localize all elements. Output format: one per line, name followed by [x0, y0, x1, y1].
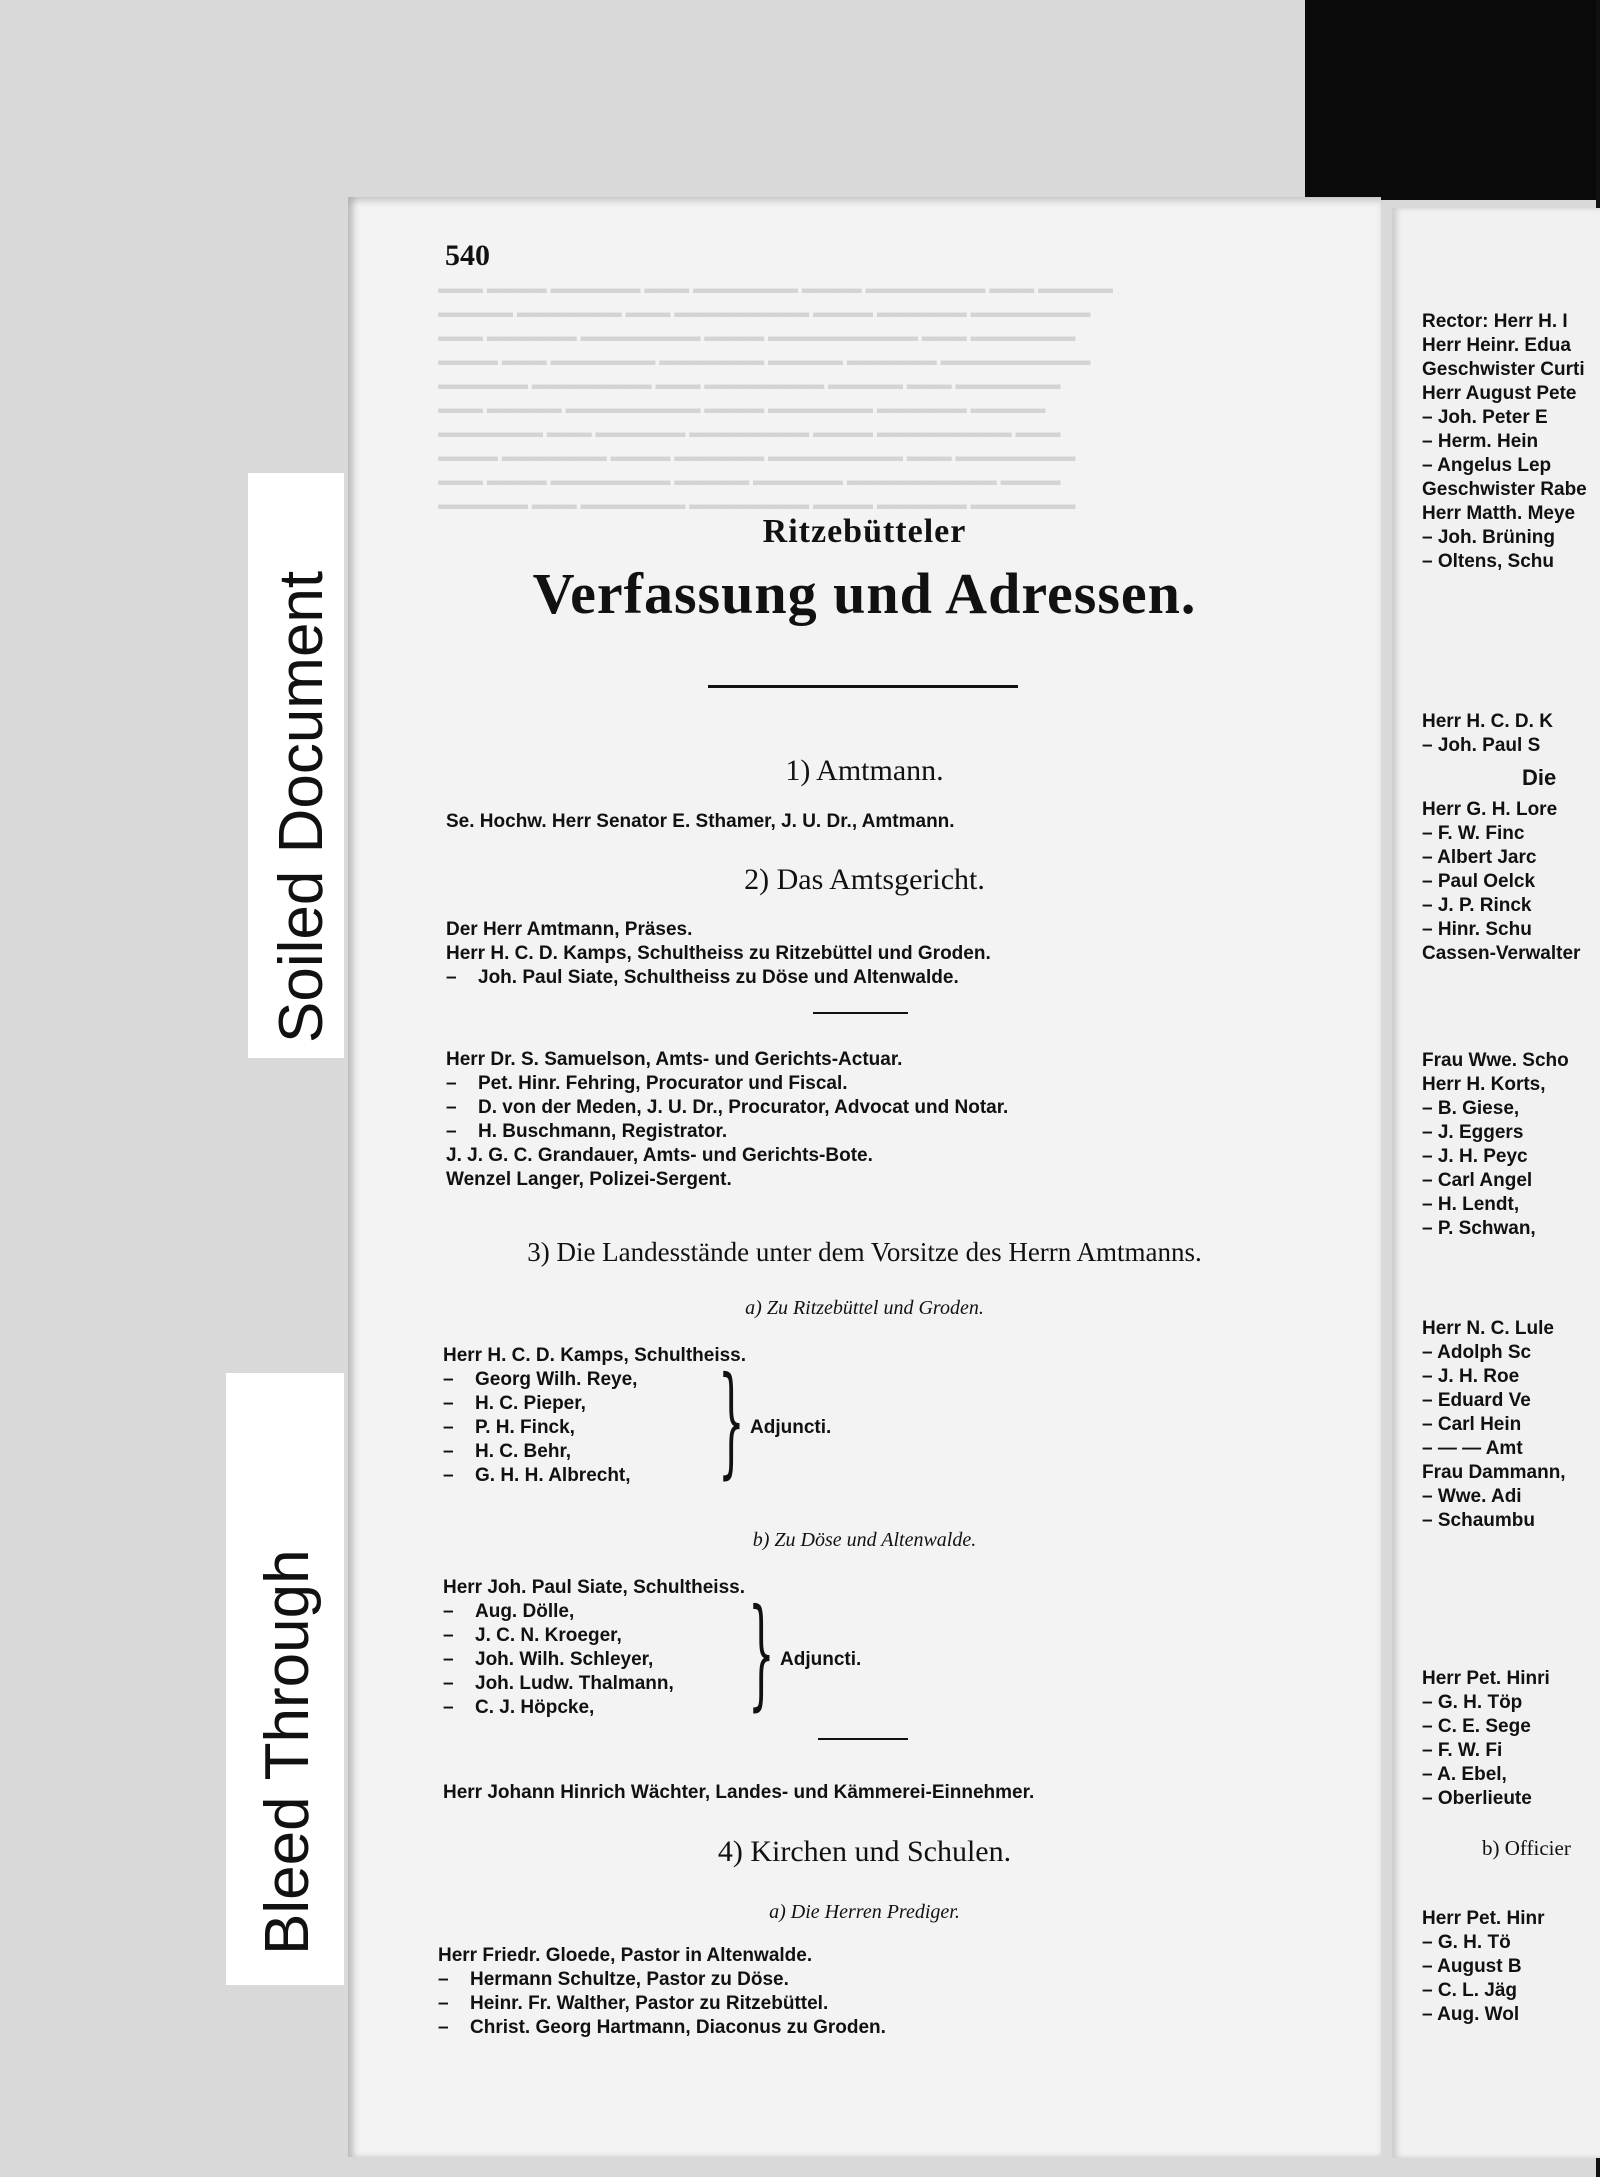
entry-text: G. H. H. Albrecht,	[475, 1465, 631, 1486]
entry-text: P. H. Finck,	[475, 1417, 575, 1438]
right-entry: – Aug. Wol	[1422, 2004, 1520, 2025]
subsection-text: a) Zu Ritzebüttel und Groden.	[745, 1297, 984, 1319]
right-entry: – Hinr. Schu	[1422, 919, 1532, 940]
right-entry: – Albert Jarc	[1422, 847, 1537, 868]
right-subheading: b) Officier	[1482, 1836, 1571, 1860]
entry-line: Herr Johann Hinrich Wächter, Landes- und Kämmerei-Einnehmer.	[443, 1782, 1035, 1803]
left-page	[348, 197, 1381, 2157]
right-entry: – Angelus Lep	[1422, 455, 1552, 476]
entry-text: D. von der Meden, J. U. Dr., Procurator, Advocat und Notar.	[478, 1097, 1009, 1118]
page-subtitle: Ritzebütteler	[762, 513, 967, 550]
right-entry: – H. Lendt,	[1422, 1194, 1520, 1215]
right-entry: – Carl Angel	[1422, 1170, 1533, 1191]
right-entry: Herr G. H. Lore	[1422, 799, 1558, 820]
right-entry: Frau Dammann,	[1422, 1462, 1566, 1483]
entry-line: – Joh. Paul Siate, Schultheiss zu Döse und Altenwalde.	[446, 967, 959, 988]
right-entry: – P. Schwan,	[1422, 1218, 1536, 1239]
entry-line: Der Herr Amtmann, Präses.	[446, 919, 693, 940]
entry-text: Heinr. Fr. Walther, Pastor zu Ritzebüttel.	[470, 1993, 829, 2014]
right-entry: – Schaumbu	[1422, 1510, 1535, 1531]
right-entry: – Oltens, Schu	[1422, 551, 1554, 572]
brace-icon: }	[748, 1584, 775, 1723]
right-entry: – — — Amt	[1422, 1438, 1523, 1459]
entry-line: – Pet. Hinr. Fehring, Procurator und Fiscal.	[446, 1073, 848, 1094]
entry-line: Wenzel Langer, Polizei-Sergent.	[446, 1169, 732, 1190]
soiled-document-text: Soiled Document	[267, 570, 336, 1043]
entry-line: – G. H. H. Albrecht,	[443, 1465, 631, 1486]
entry-line: Herr Joh. Paul Siate, Schultheiss.	[443, 1577, 745, 1598]
entry-line: – P. H. Finck,	[443, 1417, 575, 1438]
adjuncti-label: Adjuncti.	[750, 1417, 832, 1438]
right-entry: – C. L. Jäg	[1422, 1980, 1518, 2001]
right-entry: – J. Eggers	[1422, 1122, 1524, 1143]
right-entry: – F. W. Fi	[1422, 1740, 1503, 1761]
right-entry: – Joh. Peter E	[1422, 407, 1548, 428]
right-entry: – August B	[1422, 1956, 1522, 1977]
section-heading: 3) Die Landesstände unter dem Vorsitze des Herrn Amtmanns.	[527, 1237, 1202, 1267]
right-entry: Herr Matth. Meye	[1422, 503, 1576, 524]
entry-line: Herr H. C. D. Kamps, Schultheiss.	[443, 1345, 747, 1366]
right-entry: Geschwister Curti	[1422, 359, 1585, 380]
right-heading: Die	[1522, 765, 1557, 790]
entry-line: – H. C. Behr,	[443, 1441, 572, 1462]
entry-text: H. C. Behr,	[475, 1441, 572, 1462]
entry-line: – H. Buschmann, Registrator.	[446, 1121, 728, 1142]
brace-icon: }	[718, 1352, 745, 1491]
scan-dark-band	[1305, 0, 1600, 200]
right-entry: – J. H. Roe	[1422, 1366, 1520, 1387]
entry-line: – Christ. Georg Hartmann, Diaconus zu Groden.	[438, 2017, 886, 2038]
right-entry: – B. Giese,	[1422, 1098, 1520, 1119]
entry-text: Christ. Georg Hartmann, Diaconus zu Groden.	[470, 2017, 886, 2038]
right-entry: Herr August Pete	[1422, 383, 1577, 404]
entry-line: Herr H. C. D. Kamps, Schultheiss zu Ritzebüttel und Groden.	[446, 943, 991, 964]
right-entry: – Carl Hein	[1422, 1414, 1522, 1435]
soiled-document-label	[248, 473, 344, 1058]
section-heading: 2) Das Amtsgericht.	[744, 863, 985, 896]
entry-line: Se. Hochw. Herr Senator E. Sthamer, J. U. Dr., Amtmann.	[446, 811, 955, 832]
page-number: 540	[445, 239, 490, 272]
right-entry: Rector: Herr H. I	[1422, 311, 1568, 332]
entry-text: Joh. Paul Siate, Schultheiss zu Döse und Altenwalde.	[478, 967, 959, 988]
entry-line: – Heinr. Fr. Walther, Pastor zu Ritzebüttel.	[438, 1993, 829, 2014]
entry-line: J. J. G. C. Grandauer, Amts- und Gerichts-Bote.	[446, 1145, 873, 1166]
right-entry: Frau Wwe. Scho	[1422, 1050, 1569, 1071]
entry-line: Herr Dr. S. Samuelson, Amts- und Gerichts-Actuar.	[446, 1049, 903, 1070]
right-entry: Herr H. C. D. K	[1422, 711, 1553, 732]
right-entry: – J. H. Peyc	[1422, 1146, 1528, 1167]
entry-text: Aug. Dölle,	[475, 1601, 575, 1622]
entry-text: H. C. Pieper,	[475, 1393, 586, 1414]
right-entry: – G. H. Töp	[1422, 1692, 1523, 1713]
right-entry: – J. P. Rinck	[1422, 895, 1532, 916]
right-entry: – Paul Oelck	[1422, 871, 1536, 892]
subsection-heading	[348, 1297, 1381, 1320]
right-entry: Cassen-Verwalter	[1422, 943, 1581, 964]
section-heading: 1) Amtmann.	[785, 754, 944, 787]
entry-text: Georg Wilh. Reye,	[475, 1369, 638, 1390]
right-entry: Herr N. C. Lule	[1422, 1318, 1554, 1339]
entry-line: – Joh. Wilh. Schleyer,	[443, 1649, 654, 1670]
entry-text: H. Buschmann, Registrator.	[478, 1121, 728, 1142]
entry-text: Hermann Schultze, Pastor zu Döse.	[470, 1969, 789, 1990]
section-rule	[818, 1738, 908, 1740]
right-entry: Herr H. Korts,	[1422, 1074, 1546, 1095]
right-entry: Herr Pet. Hinri	[1422, 1668, 1550, 1689]
entry-line: – Aug. Dölle,	[443, 1601, 575, 1622]
right-entry: – Wwe. Adi	[1422, 1486, 1522, 1507]
title-rule	[708, 685, 1018, 688]
right-entry: – Oberlieute	[1422, 1788, 1532, 1809]
right-entry: – Joh. Brüning	[1422, 527, 1555, 548]
entry-line: – H. C. Pieper,	[443, 1393, 586, 1414]
entry-line: – Hermann Schultze, Pastor zu Döse.	[438, 1969, 789, 1990]
page-content	[348, 197, 1381, 2157]
right-entry: – Herm. Hein	[1422, 431, 1539, 452]
entry-text: J. C. N. Kroeger,	[475, 1625, 622, 1646]
bleed-through-texture: ▬▬▬ ▬▬▬▬ ▬▬▬▬▬▬ ▬▬▬ ▬▬▬▬▬▬▬ ▬▬▬▬ ▬▬▬▬▬▬▬▬ ▬▬▬ ▬▬▬▬▬ ▬▬▬▬▬ ▬▬▬▬▬▬▬ ▬▬▬ ▬▬▬▬▬▬▬▬▬ ▬▬▬▬ ▬▬▬▬▬▬ ▬▬▬▬▬▬▬▬ ▬▬▬ ▬▬▬▬▬▬ ▬▬▬▬▬▬▬▬ ▬▬▬▬ ▬▬▬▬▬▬▬▬▬▬ ▬▬▬ ▬▬▬▬▬▬▬ ▬▬▬▬ ▬▬▬ ▬▬▬▬▬▬▬ ▬▬▬▬▬▬▬ ▬▬▬▬▬ ▬▬▬▬▬▬ ▬▬▬▬▬▬▬▬▬▬ ▬▬▬▬▬▬ ▬▬▬▬▬▬▬▬ ▬▬▬ ▬▬▬▬▬▬▬▬ ▬▬▬▬▬ ▬▬▬ ▬▬▬▬▬▬▬ ▬▬▬ ▬▬▬▬▬ ▬▬▬▬▬▬▬▬▬ ▬▬▬▬ ▬▬▬▬▬▬▬ ▬▬▬▬▬▬ ▬▬▬▬▬ ▬▬▬▬▬▬▬ ▬▬▬ ▬▬▬▬▬▬ ▬▬▬▬▬▬▬▬ ▬▬▬▬ ▬▬▬▬▬▬▬▬▬ ▬▬▬ ▬▬▬▬ ▬▬▬▬▬▬▬ ▬▬▬▬ ▬▬▬▬▬▬ ▬▬▬▬▬▬▬▬▬ ▬▬▬ ▬▬▬▬▬▬▬▬ ▬▬▬ ▬▬▬▬ ▬▬▬▬▬▬▬▬ ▬▬▬▬▬ ▬▬▬▬▬▬ ▬▬▬▬▬▬▬▬▬▬ ▬▬▬▬ ▬▬▬▬▬▬ ▬▬▬ ▬▬▬▬▬▬▬ ▬▬▬▬▬▬▬▬ ▬▬▬▬ ▬▬▬▬▬▬ ▬▬▬▬▬▬▬	[438, 281, 1113, 513]
entry-text: C. J. Höpcke,	[475, 1697, 595, 1718]
section-heading: 4) Kirchen und Schulen.	[717, 1835, 1012, 1868]
subsection-heading	[348, 1901, 1381, 1924]
adjuncti-label: Adjuncti.	[780, 1649, 862, 1670]
right-entry: – G. H. Tö	[1422, 1932, 1511, 1953]
right-entry: – C. E. Sege	[1422, 1716, 1531, 1737]
bleed-through-text: Bleed Through	[253, 1549, 322, 1955]
entry-line: Herr Friedr. Gloede, Pastor in Altenwalde.	[438, 1945, 813, 1966]
entry-line: – J. C. N. Kroeger,	[443, 1625, 622, 1646]
entry-line: – Georg Wilh. Reye,	[443, 1369, 638, 1390]
right-page	[1392, 208, 1600, 2158]
right-entry: Geschwister Rabe	[1422, 479, 1587, 500]
subsection-text: a) Die Herren Prediger.	[769, 1901, 960, 1923]
right-entry: – Eduard Ve	[1422, 1390, 1531, 1411]
entry-text: Joh. Wilh. Schleyer,	[475, 1649, 654, 1670]
subsection-heading	[348, 1529, 1381, 1552]
right-entry: – F. W. Finc	[1422, 823, 1525, 844]
subsection-text: b) Zu Döse und Altenwalde.	[752, 1529, 977, 1551]
entry-line: – Joh. Ludw. Thalmann,	[443, 1673, 674, 1694]
right-entry: – Joh. Paul S	[1422, 735, 1541, 756]
right-entry: – Adolph Sc	[1422, 1342, 1532, 1363]
entry-text: Joh. Ludw. Thalmann,	[475, 1673, 674, 1694]
page-title: Verfassung und Adressen.	[532, 561, 1197, 626]
entry-line: – C. J. Höpcke,	[443, 1697, 595, 1718]
bleed-through-label	[226, 1373, 344, 1985]
section-rule	[813, 1012, 908, 1014]
right-entry: Herr Pet. Hinr	[1422, 1908, 1545, 1929]
entry-text: Pet. Hinr. Fehring, Procurator und Fiscal.	[478, 1073, 848, 1094]
entry-line: – D. von der Meden, J. U. Dr., Procurator, Advocat und Notar.	[446, 1097, 1009, 1118]
right-entry: Herr Heinr. Edua	[1422, 335, 1571, 356]
right-entry: – A. Ebel,	[1422, 1764, 1507, 1785]
